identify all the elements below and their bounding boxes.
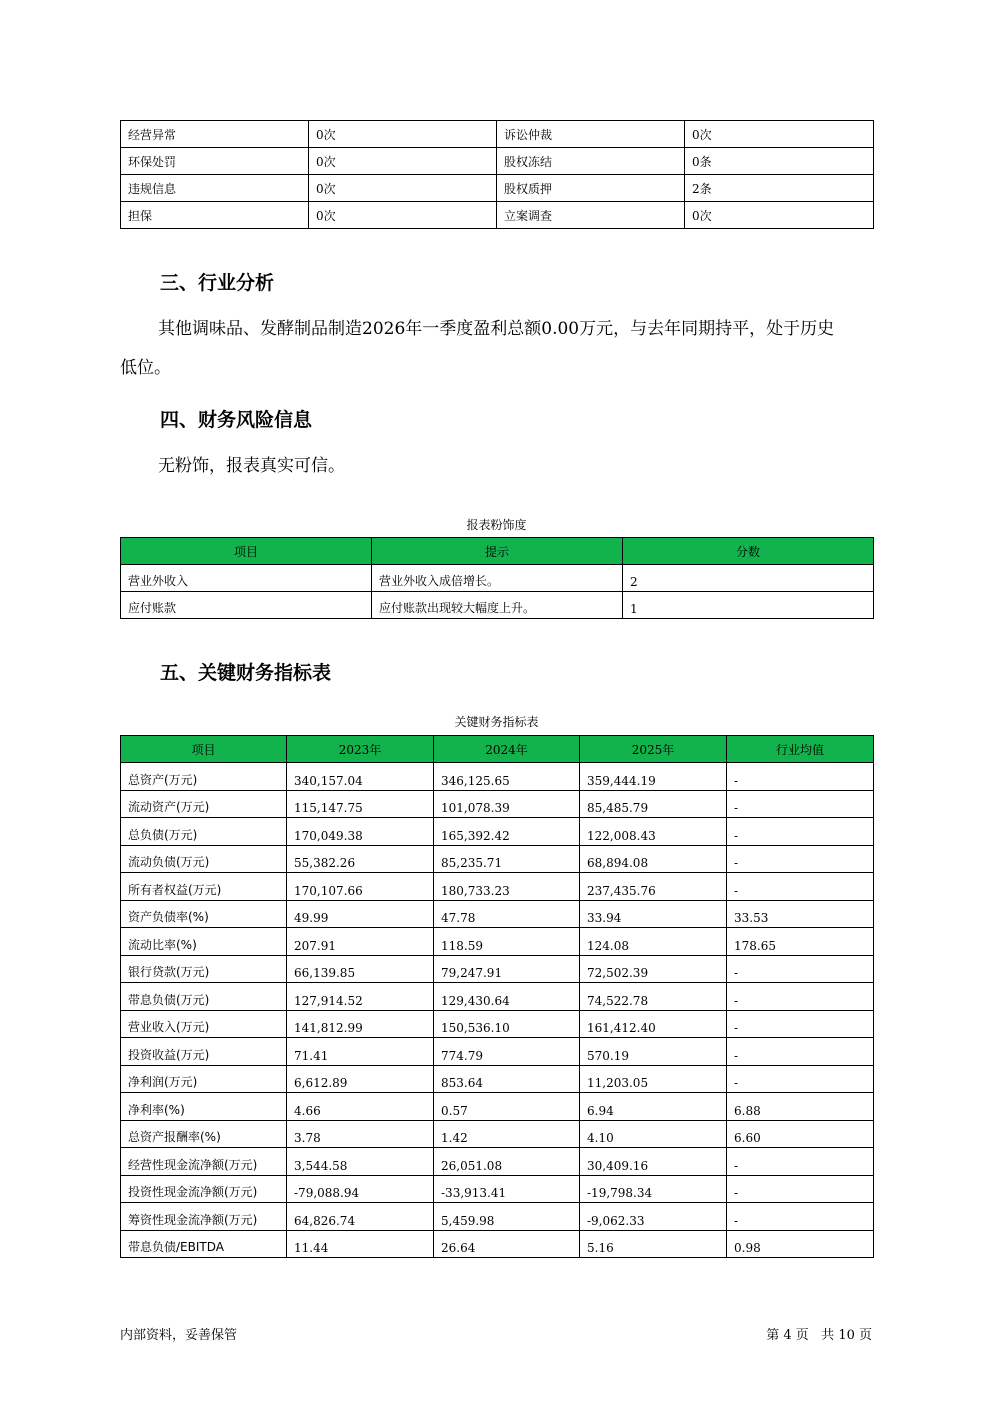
table-row: [121, 1120, 874, 1148]
metric-value: 115,147.75: [287, 790, 434, 818]
metric-value: 85,235.71: [434, 845, 580, 873]
table-row: [121, 900, 874, 928]
metric-name: 筹资性现金流净额(万元): [121, 1203, 287, 1231]
column-header: 2023年: [287, 736, 434, 763]
metric-value: 4.66: [287, 1093, 434, 1121]
risk-item-value: 0次: [685, 121, 874, 148]
metric-value: 180,733.23: [434, 873, 580, 901]
metric-value: 79,247.91: [434, 955, 580, 983]
metric-value: 5,459.98: [434, 1203, 580, 1231]
risk-item-label: 环保处罚: [121, 148, 309, 175]
metric-value: 3,544.58: [287, 1148, 434, 1176]
risk-item-value: 0次: [309, 148, 497, 175]
metric-value: 33.94: [580, 900, 727, 928]
risk-row: [121, 121, 874, 148]
metric-name: 所有者权益(万元): [121, 873, 287, 901]
metric-value: 33.53: [727, 900, 874, 928]
metric-value: 66,139.85: [287, 955, 434, 983]
metric-name: 总负债(万元): [121, 818, 287, 846]
metric-value: 122,008.43: [580, 818, 727, 846]
metric-value: 1.42: [434, 1120, 580, 1148]
metric-value: -: [727, 1203, 874, 1231]
risk-item-label: 股权质押: [497, 175, 685, 202]
metric-value: 6.60: [727, 1120, 874, 1148]
metric-value: 359,444.19: [580, 763, 727, 791]
metric-value: 68,894.08: [580, 845, 727, 873]
risk-item-label: 诉讼仲裁: [497, 121, 685, 148]
risk-events-table: [120, 120, 874, 229]
metric-value: 72,502.39: [580, 955, 727, 983]
metric-value: -: [727, 845, 874, 873]
metric-value: -: [727, 983, 874, 1011]
table-row: [121, 790, 874, 818]
section4-heading: 四、财务风险信息: [160, 409, 313, 431]
metric-value: 64,826.74: [287, 1203, 434, 1231]
column-header: 2024年: [434, 736, 580, 763]
metric-value: -: [727, 1010, 874, 1038]
metric-value: -9,062.33: [580, 1203, 727, 1231]
kpi-header-row: [121, 736, 874, 763]
metric-value: 74,522.78: [580, 983, 727, 1011]
risk-item-label: 违规信息: [121, 175, 309, 202]
metric-value: 129,430.64: [434, 983, 580, 1011]
column-header: 行业均值: [727, 736, 874, 763]
table-row: [121, 1203, 874, 1231]
metric-value: -: [727, 1148, 874, 1176]
metric-value: 853.64: [434, 1065, 580, 1093]
metric-value: -: [727, 955, 874, 983]
metric-value: 4.10: [580, 1120, 727, 1148]
metric-name: 资产负债率(%): [121, 900, 287, 928]
metric-value: 118.59: [434, 928, 580, 956]
risk-item-value: 0次: [309, 175, 497, 202]
kpi-table-caption: 关键财务指标表: [454, 715, 539, 729]
metric-name: 银行贷款(万元): [121, 955, 287, 983]
metric-value: 5.16: [580, 1230, 727, 1258]
metric-value: 170,049.38: [287, 818, 434, 846]
whitewash-header-row: [121, 538, 874, 565]
column-header: 分数: [623, 538, 874, 565]
risk-row: [121, 148, 874, 175]
table-row: [121, 928, 874, 956]
metric-value: -: [727, 818, 874, 846]
risk-item-value: 0次: [309, 202, 497, 229]
table-cell: 1: [623, 592, 874, 619]
metric-value: 30,409.16: [580, 1148, 727, 1176]
metric-value: 0.57: [434, 1093, 580, 1121]
metric-name: 投资收益(万元): [121, 1038, 287, 1066]
metric-value: 127,914.52: [287, 983, 434, 1011]
table-row: [121, 955, 874, 983]
metric-value: 6,612.89: [287, 1065, 434, 1093]
metric-value: 340,157.04: [287, 763, 434, 791]
metric-value: 178.65: [727, 928, 874, 956]
risk-item-label: 担保: [121, 202, 309, 229]
table-row: [121, 1230, 874, 1258]
column-header: 项目: [121, 736, 287, 763]
metric-value: 346,125.65: [434, 763, 580, 791]
table-row: [121, 565, 874, 592]
risk-item-value: 0次: [685, 202, 874, 229]
metric-value: 6.94: [580, 1093, 727, 1121]
risk-item-value: 0条: [685, 148, 874, 175]
metric-value: -: [727, 790, 874, 818]
metric-name: 流动比率(%): [121, 928, 287, 956]
risk-row: [121, 175, 874, 202]
table-row: [121, 1093, 874, 1121]
metric-value: 85,485.79: [580, 790, 727, 818]
table-row: [121, 1038, 874, 1066]
metric-value: 170,107.66: [287, 873, 434, 901]
metric-value: 71.41: [287, 1038, 434, 1066]
section3-heading: 三、行业分析: [160, 272, 275, 294]
metric-value: 11.44: [287, 1230, 434, 1258]
column-header: 2025年: [580, 736, 727, 763]
metric-value: -19,798.34: [580, 1175, 727, 1203]
metric-value: 141,812.99: [287, 1010, 434, 1038]
metric-value: 55,382.26: [287, 845, 434, 873]
section5-heading: 五、关键财务指标表: [160, 662, 332, 684]
table-row: [121, 1148, 874, 1176]
metric-value: -: [727, 763, 874, 791]
metric-value: 161,412.40: [580, 1010, 727, 1038]
footer-right: 第 4 页 共 10 页: [766, 1328, 872, 1343]
metric-value: 3.78: [287, 1120, 434, 1148]
metric-name: 经营性现金流净额(万元): [121, 1148, 287, 1176]
metric-value: 26.64: [434, 1230, 580, 1258]
metric-value: -: [727, 1038, 874, 1066]
metric-value: 101,078.39: [434, 790, 580, 818]
metric-value: 124.08: [580, 928, 727, 956]
table-row: [121, 845, 874, 873]
section4-text: 无粉饰，报表真实可信。: [158, 456, 345, 476]
kpi-table: [120, 735, 874, 1258]
metric-name: 总资产(万元): [121, 763, 287, 791]
table-row: [121, 763, 874, 791]
section3-line1: 其他调味品、发酵制品制造2026年一季度盈利总额0.00万元，与去年同期持平，处于历史: [158, 319, 835, 339]
whitewash-table: [120, 537, 874, 619]
metric-name: 流动资产(万元): [121, 790, 287, 818]
column-header: 提示: [372, 538, 623, 565]
metric-name: 营业收入(万元): [121, 1010, 287, 1038]
table-row: [121, 1010, 874, 1038]
metric-name: 带息负债/EBITDA: [121, 1230, 287, 1258]
metric-name: 净利率(%): [121, 1093, 287, 1121]
metric-value: 165,392.42: [434, 818, 580, 846]
metric-value: 237,435.76: [580, 873, 727, 901]
metric-value: 26,051.08: [434, 1148, 580, 1176]
risk-item-label: 经营异常: [121, 121, 309, 148]
metric-value: 0.98: [727, 1230, 874, 1258]
table-cell: 应付账款出现较大幅度上升。: [372, 592, 623, 619]
footer-left: 内部资料，妥善保管: [120, 1328, 238, 1343]
metric-name: 带息负债(万元): [121, 983, 287, 1011]
metric-value: 11,203.05: [580, 1065, 727, 1093]
metric-name: 总资产报酬率(%): [121, 1120, 287, 1148]
table-cell: 营业外收入: [121, 565, 372, 592]
metric-value: -: [727, 1065, 874, 1093]
metric-value: 570.19: [580, 1038, 727, 1066]
column-header: 项目: [121, 538, 372, 565]
risk-item-label: 股权冻结: [497, 148, 685, 175]
metric-value: -79,088.94: [287, 1175, 434, 1203]
whitewash-table-caption: 报表粉饰度: [466, 518, 527, 532]
metric-value: 6.88: [727, 1093, 874, 1121]
table-row: [121, 1065, 874, 1093]
metric-name: 投资性现金流净额(万元): [121, 1175, 287, 1203]
table-cell: 2: [623, 565, 874, 592]
metric-value: 207.91: [287, 928, 434, 956]
metric-name: 流动负债(万元): [121, 845, 287, 873]
table-row: [121, 592, 874, 619]
metric-value: -: [727, 873, 874, 901]
table-row: [121, 873, 874, 901]
metric-value: -: [727, 1175, 874, 1203]
table-row: [121, 818, 874, 846]
metric-value: 49.99: [287, 900, 434, 928]
section3-line2: 低位。: [120, 358, 171, 378]
table-row: [121, 1175, 874, 1203]
risk-item-value: 0次: [309, 121, 497, 148]
metric-value: 47.78: [434, 900, 580, 928]
metric-name: 净利润(万元): [121, 1065, 287, 1093]
risk-item-value: 2条: [685, 175, 874, 202]
table-row: [121, 983, 874, 1011]
metric-value: -33,913.41: [434, 1175, 580, 1203]
metric-value: 774.79: [434, 1038, 580, 1066]
table-cell: 应付账款: [121, 592, 372, 619]
risk-row: [121, 202, 874, 229]
metric-value: 150,536.10: [434, 1010, 580, 1038]
risk-item-label: 立案调查: [497, 202, 685, 229]
table-cell: 营业外收入成倍增长。: [372, 565, 623, 592]
